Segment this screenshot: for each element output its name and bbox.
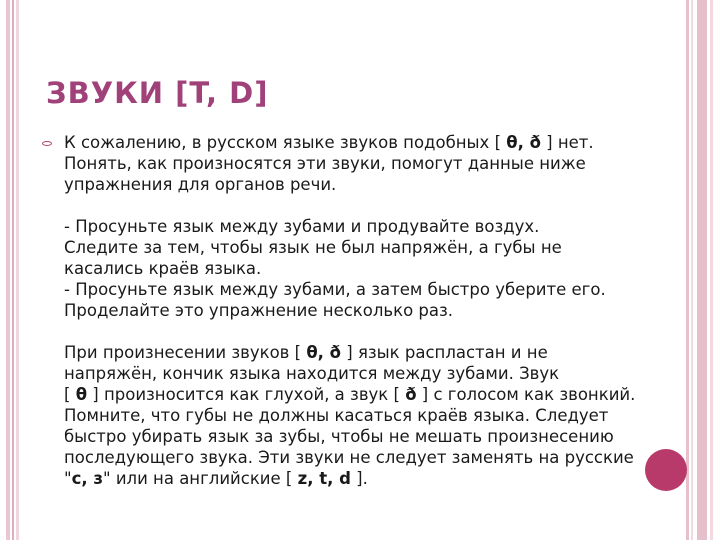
slide-title: ЗВУКИ [T, D] <box>46 76 269 110</box>
body-text-segment: К сожалению, в русском языке звуков подобных [ <box>64 133 507 152</box>
phonetic-symbols: θ, ð <box>306 343 342 362</box>
bullet-marker-icon <box>42 141 52 146</box>
slide-body-text <box>64 132 644 489</box>
phonetic-symbol: θ <box>75 385 88 404</box>
phonetic-symbols: θ, ð <box>506 133 541 152</box>
body-text-segment: ]. <box>350 469 368 488</box>
right-border-stripe <box>697 0 707 540</box>
body-text-segment: ] нет. Понять, как произносятся эти звуки, помогут данные ниже упражнения для органов речи. - Просуньте язык между зубами и продувайте воздух. Следите за тем, чтобы язык не был напряжён, а губы не касались краёв языка. - Просуньте язык между зубами, а затем быстро уберите его. Проделайте это упражнение несколько раз. При произнесении звуков [ <box>64 133 606 362</box>
right-border-stripe <box>710 0 713 540</box>
body-text-segment: ] произносится как глухой, а звук [ <box>87 385 406 404</box>
left-border-stripe <box>6 0 10 540</box>
right-border-stripe <box>691 0 693 540</box>
left-border-stripe <box>12 0 14 540</box>
phonetic-symbol: ð <box>405 385 417 404</box>
english-letters: z, t, d <box>297 469 351 488</box>
right-border-stripe <box>686 0 689 540</box>
body-text-segment: ] язык распластан и не напряжён, кончик языка находится между зубами. Звук [ <box>64 343 560 404</box>
body-text-segment: ] с голосом как звонкий. Помните, что губы не должны касаться краёв языка. Следует быстро убирать язык за зубы, чтобы не мешать произнесению последующего звука. Эти звуки не следует заменять на русские " <box>64 385 636 488</box>
russian-letters: с, з <box>71 469 103 488</box>
left-border-stripe <box>16 0 19 540</box>
decorative-circle-icon <box>645 449 687 491</box>
body-text-segment: " или на английские [ <box>102 469 298 488</box>
